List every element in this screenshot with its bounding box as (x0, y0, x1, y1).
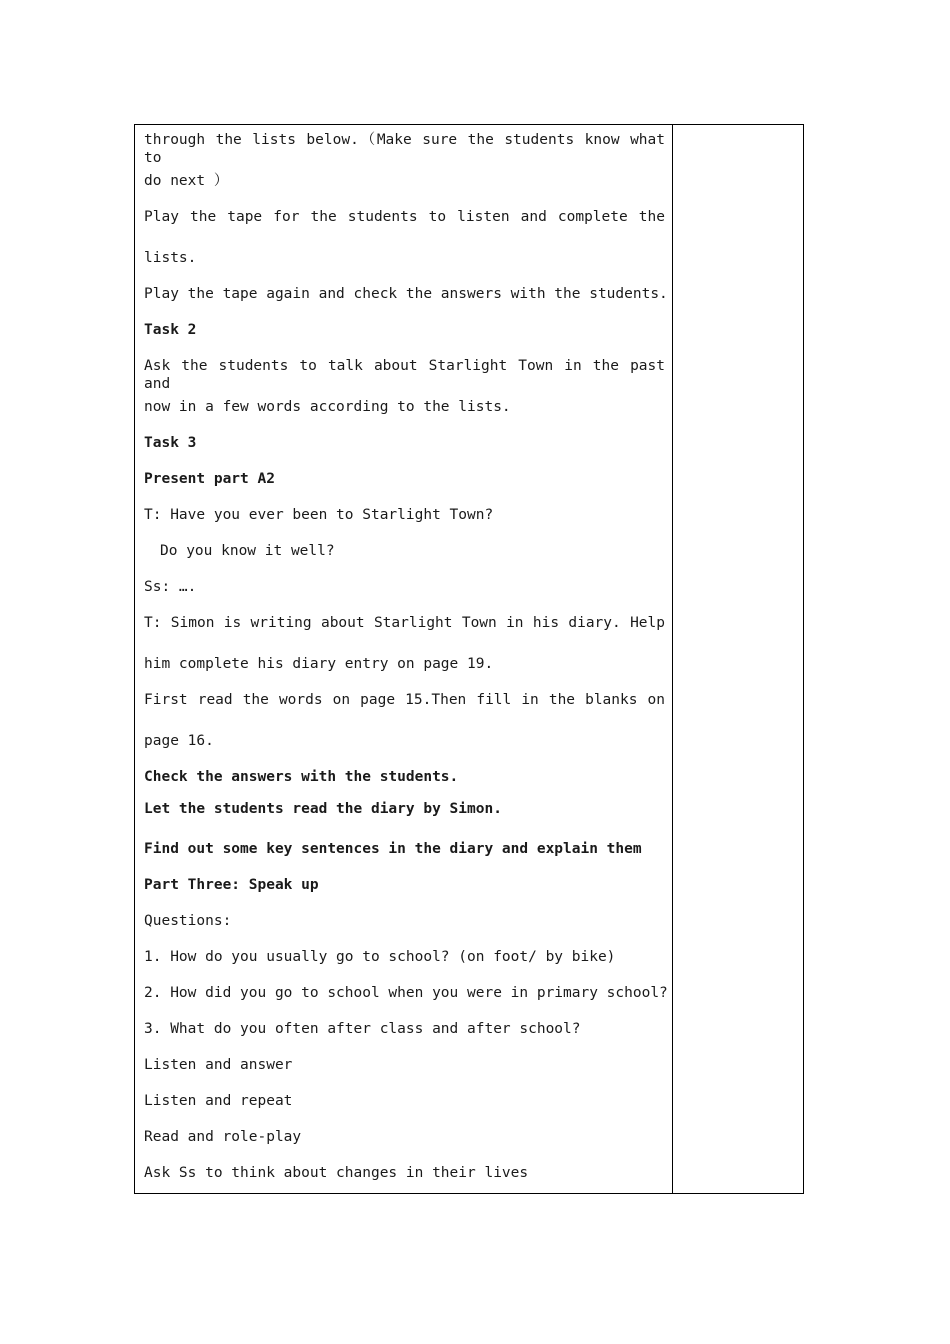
text-line: Do you know it well? (160, 543, 335, 559)
section-heading: Present part A2 (144, 471, 275, 487)
bold-line: Find out some key sentences in the diary and explain them (144, 841, 642, 857)
question-item: 3. What do you often after class and after school? (144, 1021, 581, 1037)
text-line: through the lists below.（Make sure the students know what to (144, 132, 665, 166)
text-line: now in a few words according to the lists. (144, 399, 511, 415)
text-line: T: Have you ever been to Starlight Town? (144, 507, 494, 523)
text-line: Read and role-play (144, 1129, 302, 1145)
text-line: Ask Ss to think about changes in their lives (144, 1165, 529, 1181)
text-line: First read the words on page 15.Then fill in the blanks on (144, 692, 665, 708)
bold-line: Let the students read the diary by Simon. (144, 801, 502, 817)
text-line: Ss: …. (144, 579, 197, 595)
bold-line: Check the answers with the students. (144, 769, 459, 785)
text-line: Ask the students to talk about Starlight Town in the past and (144, 358, 665, 392)
notes-cell (673, 125, 803, 1193)
text-line: him complete his diary entry on page 19. (144, 656, 494, 672)
text-line: page 16. (144, 733, 214, 749)
task-heading: Task 2 (144, 322, 197, 338)
text-line: T: Simon is writing about Starlight Town in his diary. Help (144, 615, 665, 631)
text-line: do next ） (144, 173, 229, 189)
lesson-plan-table (134, 124, 804, 1194)
section-heading: Part Three: Speak up (144, 877, 319, 893)
text-line: lists. (144, 250, 197, 266)
task-heading: Task 3 (144, 435, 197, 451)
text-line: Play the tape for the students to listen and complete the (144, 209, 665, 225)
text-line: Play the tape again and check the answers with the students. (144, 286, 668, 302)
text-line: Questions: (144, 913, 232, 929)
text-line: Listen and repeat (144, 1093, 293, 1109)
question-item: 1. How do you usually go to school? (on foot/ by bike) (144, 949, 616, 965)
text-line: Listen and answer (144, 1057, 293, 1073)
question-item: 2. How did you go to school when you were in primary school? (144, 985, 668, 1001)
